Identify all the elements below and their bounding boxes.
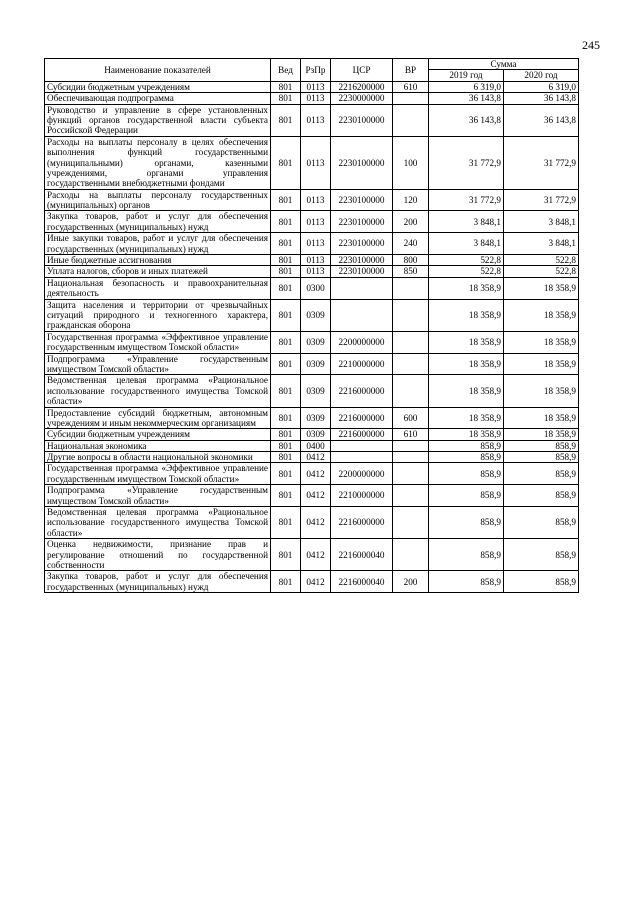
cell-rzpr: 0412: [301, 507, 331, 539]
cell-sum-2019: 858,9: [429, 507, 504, 539]
cell-rzpr: 0113: [301, 266, 331, 277]
cell-name: Защита населения и территории от чрезвычайных ситуаций природного и техногенного характера, гражданская оборона: [45, 299, 271, 331]
cell-sum-2020: 522,8: [504, 255, 579, 266]
cell-sum-2020: 36 143,8: [504, 93, 579, 104]
cell-sum-2020: 18 358,9: [504, 375, 579, 407]
cell-ved: 801: [271, 93, 301, 104]
cell-csr: 2230000000: [331, 93, 393, 104]
table-row: [45, 539, 579, 571]
table-row: [45, 507, 579, 539]
cell-sum-2019: 3 848,1: [429, 211, 504, 233]
cell-csr: [331, 440, 393, 451]
cell-csr: 2216000040: [331, 539, 393, 571]
cell-vr: 240: [393, 233, 429, 255]
cell-sum-2019: 36 143,8: [429, 104, 504, 136]
cell-rzpr: 0412: [301, 539, 331, 571]
cell-ved: 801: [271, 429, 301, 440]
cell-ved: 801: [271, 571, 301, 593]
cell-rzpr: 0113: [301, 93, 331, 104]
cell-sum-2020: 3 848,1: [504, 233, 579, 255]
cell-vr: 850: [393, 266, 429, 277]
cell-sum-2019: 36 143,8: [429, 93, 504, 104]
cell-sum-2019: 31 772,9: [429, 136, 504, 189]
table-row: [45, 485, 579, 507]
cell-rzpr: 0412: [301, 452, 331, 463]
cell-sum-2019: 522,8: [429, 255, 504, 266]
cell-name: Другие вопросы в области национальной экономики: [45, 452, 271, 463]
cell-vr: 200: [393, 211, 429, 233]
table-row: [45, 93, 579, 104]
cell-sum-2019: 18 358,9: [429, 277, 504, 299]
cell-csr: 2230100000: [331, 266, 393, 277]
table-row: [45, 299, 579, 331]
cell-rzpr: 0300: [301, 277, 331, 299]
cell-ved: 801: [271, 507, 301, 539]
cell-name: Национальная экономика: [45, 440, 271, 451]
cell-ved: 801: [271, 353, 301, 375]
cell-rzpr: 0309: [301, 407, 331, 429]
cell-vr: [393, 463, 429, 485]
cell-ved: 801: [271, 299, 301, 331]
cell-sum-2020: 858,9: [504, 463, 579, 485]
cell-vr: 120: [393, 189, 429, 211]
table-row: [45, 452, 579, 463]
cell-sum-2019: 18 358,9: [429, 375, 504, 407]
cell-csr: 2230100000: [331, 136, 393, 189]
cell-rzpr: 0113: [301, 211, 331, 233]
cell-name: Ведомственная целевая программа «Рациональное использование государственного имущества Томской области»: [45, 375, 271, 407]
cell-ved: 801: [271, 375, 301, 407]
cell-ved: 801: [271, 452, 301, 463]
cell-sum-2020: 6 319,0: [504, 81, 579, 92]
cell-sum-2020: 18 358,9: [504, 429, 579, 440]
cell-vr: [393, 539, 429, 571]
cell-sum-2019: 858,9: [429, 539, 504, 571]
cell-name: Уплата налогов, сборов и иных платежей: [45, 266, 271, 277]
cell-sum-2020: 18 358,9: [504, 353, 579, 375]
cell-rzpr: 0113: [301, 189, 331, 211]
cell-csr: 2216200000: [331, 81, 393, 92]
cell-vr: [393, 331, 429, 353]
table-row: [45, 189, 579, 211]
cell-vr: 100: [393, 136, 429, 189]
cell-name: Закупка товаров, работ и услуг для обеспечения государственных (муниципальных) нужд: [45, 211, 271, 233]
cell-vr: [393, 104, 429, 136]
cell-rzpr: 0412: [301, 485, 331, 507]
cell-sum-2020: 858,9: [504, 571, 579, 593]
cell-csr: 2230100000: [331, 211, 393, 233]
cell-csr: 2210000000: [331, 485, 393, 507]
header-csr: ЦСР: [331, 59, 393, 82]
cell-name: Руководство и управление в сфере установленных функций органов государственной власти субъекта Российской Федерации: [45, 104, 271, 136]
cell-ved: 801: [271, 485, 301, 507]
cell-csr: 2200000000: [331, 331, 393, 353]
cell-name: Государственная программа «Эффективное управление государственным имуществом Томской области»: [45, 331, 271, 353]
cell-name: Субсидии бюджетным учреждениям: [45, 81, 271, 92]
cell-sum-2019: 31 772,9: [429, 189, 504, 211]
cell-ved: 801: [271, 81, 301, 92]
cell-sum-2019: 18 358,9: [429, 299, 504, 331]
header-name: Наименование показателей: [45, 59, 271, 82]
cell-rzpr: 0309: [301, 331, 331, 353]
cell-sum-2019: 858,9: [429, 452, 504, 463]
cell-name: Иные закупки товаров, работ и услуг для обеспечения государственных (муниципальных) нужд: [45, 233, 271, 255]
cell-sum-2020: 3 848,1: [504, 211, 579, 233]
header-sum: Сумма: [429, 59, 579, 70]
cell-rzpr: 0412: [301, 571, 331, 593]
header-ved: Вед: [271, 59, 301, 82]
cell-rzpr: 0113: [301, 233, 331, 255]
cell-sum-2020: 18 358,9: [504, 299, 579, 331]
cell-vr: 600: [393, 407, 429, 429]
cell-csr: [331, 277, 393, 299]
budget-table: [44, 58, 579, 593]
cell-ved: 801: [271, 211, 301, 233]
cell-name: Расходы на выплаты персоналу государственных (муниципальных) органов: [45, 189, 271, 211]
cell-rzpr: 0309: [301, 353, 331, 375]
cell-rzpr: 0309: [301, 375, 331, 407]
cell-rzpr: 0412: [301, 463, 331, 485]
cell-csr: 2210000000: [331, 353, 393, 375]
cell-sum-2019: 858,9: [429, 463, 504, 485]
cell-rzpr: 0113: [301, 136, 331, 189]
cell-sum-2020: 858,9: [504, 440, 579, 451]
cell-name: Национальная безопасность и правоохранительная деятельность: [45, 277, 271, 299]
table-header: [45, 59, 579, 82]
cell-ved: 801: [271, 266, 301, 277]
cell-vr: [393, 299, 429, 331]
cell-sum-2019: 6 319,0: [429, 81, 504, 92]
cell-ved: 801: [271, 136, 301, 189]
cell-ved: 801: [271, 255, 301, 266]
cell-sum-2019: 3 848,1: [429, 233, 504, 255]
cell-sum-2020: 858,9: [504, 539, 579, 571]
cell-ved: 801: [271, 407, 301, 429]
table-row: [45, 233, 579, 255]
cell-sum-2020: 18 358,9: [504, 277, 579, 299]
table-row: [45, 463, 579, 485]
cell-vr: [393, 277, 429, 299]
cell-sum-2020: 31 772,9: [504, 136, 579, 189]
header-year-2019: 2019 год: [429, 70, 504, 81]
table-row: [45, 104, 579, 136]
table-row: [45, 255, 579, 266]
cell-sum-2019: 18 358,9: [429, 407, 504, 429]
table-row: [45, 440, 579, 451]
cell-csr: 2216000000: [331, 429, 393, 440]
cell-csr: 2230100000: [331, 104, 393, 136]
cell-sum-2019: 858,9: [429, 571, 504, 593]
cell-name: Расходы на выплаты персоналу в целях обеспечения выполнения функций государственными (муниципальными) органами, казенными учреждениями, органами управления государственными внебюджетными фондами: [45, 136, 271, 189]
cell-sum-2020: 18 358,9: [504, 407, 579, 429]
cell-rzpr: 0113: [301, 81, 331, 92]
cell-name: Закупка товаров, работ и услуг для обеспечения государственных (муниципальных) нужд: [45, 571, 271, 593]
cell-sum-2019: 18 358,9: [429, 331, 504, 353]
cell-rzpr: 0309: [301, 429, 331, 440]
cell-rzpr: 0309: [301, 299, 331, 331]
cell-csr: [331, 452, 393, 463]
cell-csr: 2230100000: [331, 233, 393, 255]
cell-name: Иные бюджетные ассигнования: [45, 255, 271, 266]
table-row: [45, 375, 579, 407]
cell-csr: [331, 299, 393, 331]
cell-name: Подпрограмма «Управление государственным имуществом Томской области»: [45, 485, 271, 507]
table-row: [45, 331, 579, 353]
table-row: [45, 211, 579, 233]
cell-vr: [393, 485, 429, 507]
cell-rzpr: 0113: [301, 255, 331, 266]
cell-sum-2020: 858,9: [504, 485, 579, 507]
cell-vr: 200: [393, 571, 429, 593]
cell-vr: [393, 440, 429, 451]
table-row: [45, 277, 579, 299]
cell-ved: 801: [271, 331, 301, 353]
cell-csr: 2216000000: [331, 375, 393, 407]
table-row: [45, 571, 579, 593]
cell-ved: 801: [271, 233, 301, 255]
cell-csr: 2216000000: [331, 507, 393, 539]
cell-name: Оценка недвижимости, признание прав и регулирование отношений по государственной собственности: [45, 539, 271, 571]
cell-vr: [393, 353, 429, 375]
cell-vr: [393, 93, 429, 104]
cell-sum-2019: 18 358,9: [429, 353, 504, 375]
cell-csr: 2216000040: [331, 571, 393, 593]
cell-vr: 610: [393, 81, 429, 92]
cell-ved: 801: [271, 277, 301, 299]
cell-csr: 2200000000: [331, 463, 393, 485]
table-row: [45, 136, 579, 189]
table-body: [45, 81, 579, 592]
cell-name: Обеспечивающая подпрограмма: [45, 93, 271, 104]
cell-vr: [393, 452, 429, 463]
header-rzpr: РзПр: [301, 59, 331, 82]
cell-ved: 801: [271, 104, 301, 136]
cell-ved: 801: [271, 463, 301, 485]
table-row: [45, 353, 579, 375]
cell-sum-2020: 36 143,8: [504, 104, 579, 136]
cell-name: Субсидии бюджетным учреждениям: [45, 429, 271, 440]
cell-vr: [393, 375, 429, 407]
cell-name: Подпрограмма «Управление государственным имуществом Томской области»: [45, 353, 271, 375]
cell-csr: 2230100000: [331, 189, 393, 211]
cell-sum-2020: 858,9: [504, 452, 579, 463]
cell-name: Ведомственная целевая программа «Рациональное использование государственного имущества Томской области»: [45, 507, 271, 539]
cell-csr: 2230100000: [331, 255, 393, 266]
page-number: 245: [582, 38, 600, 52]
cell-vr: 610: [393, 429, 429, 440]
cell-rzpr: 0400: [301, 440, 331, 451]
cell-sum-2019: 858,9: [429, 485, 504, 507]
table-row: [45, 429, 579, 440]
cell-sum-2020: 31 772,9: [504, 189, 579, 211]
header-vr: ВР: [393, 59, 429, 82]
cell-ved: 801: [271, 539, 301, 571]
cell-rzpr: 0113: [301, 104, 331, 136]
cell-sum-2020: 18 358,9: [504, 331, 579, 353]
cell-csr: 2216000000: [331, 407, 393, 429]
table-row: [45, 81, 579, 92]
cell-ved: 801: [271, 440, 301, 451]
cell-sum-2019: 858,9: [429, 440, 504, 451]
cell-sum-2020: 522,8: [504, 266, 579, 277]
cell-sum-2019: 18 358,9: [429, 429, 504, 440]
cell-name: Предоставление субсидий бюджетным, автономным учреждениям и иным некоммерческим организациям: [45, 407, 271, 429]
cell-ved: 801: [271, 189, 301, 211]
cell-name: Государственная программа «Эффективное управление государственным имуществом Томской области»: [45, 463, 271, 485]
table-row: [45, 407, 579, 429]
cell-sum-2020: 858,9: [504, 507, 579, 539]
table-row: [45, 266, 579, 277]
cell-vr: 800: [393, 255, 429, 266]
header-year-2020: 2020 год: [504, 70, 579, 81]
cell-vr: [393, 507, 429, 539]
cell-sum-2019: 522,8: [429, 266, 504, 277]
